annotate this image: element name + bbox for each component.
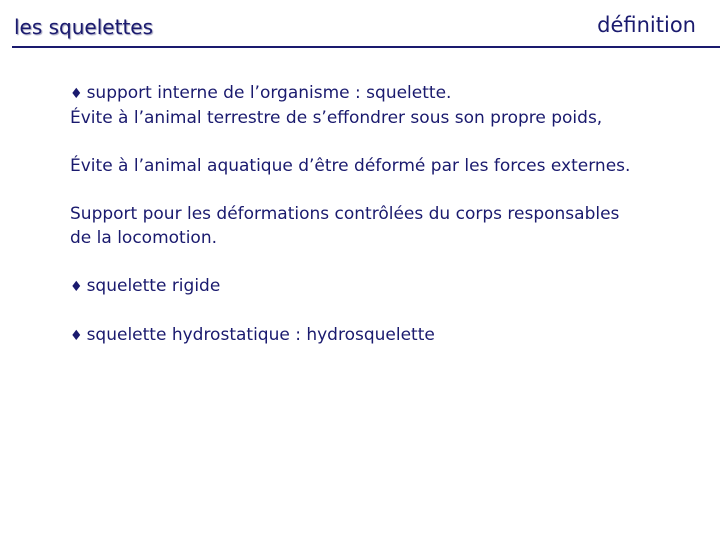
diamond-bullet-icon: ♦	[70, 86, 83, 102]
paragraph-hydrostatic-skeleton	[70, 323, 710, 348]
diamond-bullet-icon: ♦	[70, 279, 83, 295]
section-label: définition	[597, 13, 696, 37]
paragraph-locomotion	[70, 202, 710, 250]
page-title: les squelettes	[14, 15, 154, 39]
diamond-bullet-icon: ♦	[70, 328, 83, 344]
text-line: de la locomotion.	[70, 228, 217, 248]
bullet-line	[70, 81, 710, 106]
text-line: Support pour les déformations contrôlées du corps responsables	[70, 204, 620, 224]
slide-content	[70, 81, 710, 348]
text-line: Évite à l’animal aquatique d’être déformé par les forces externes.	[70, 156, 631, 176]
paragraph-internal-support	[70, 81, 710, 130]
paragraph-aquatic	[70, 154, 710, 178]
bullet-line	[70, 274, 710, 299]
text-line: squelette rigide	[86, 276, 221, 296]
paragraph-rigid-skeleton	[70, 274, 710, 299]
header-divider	[12, 46, 720, 48]
text-line: Évite à l’animal terrestre de s’effondrer sous son propre poids,	[70, 108, 603, 128]
text-line: support interne de l’organisme : squelette.	[86, 83, 452, 103]
bullet-line	[70, 323, 710, 348]
text-line: squelette hydrostatique : hydrosquelette	[86, 325, 435, 345]
